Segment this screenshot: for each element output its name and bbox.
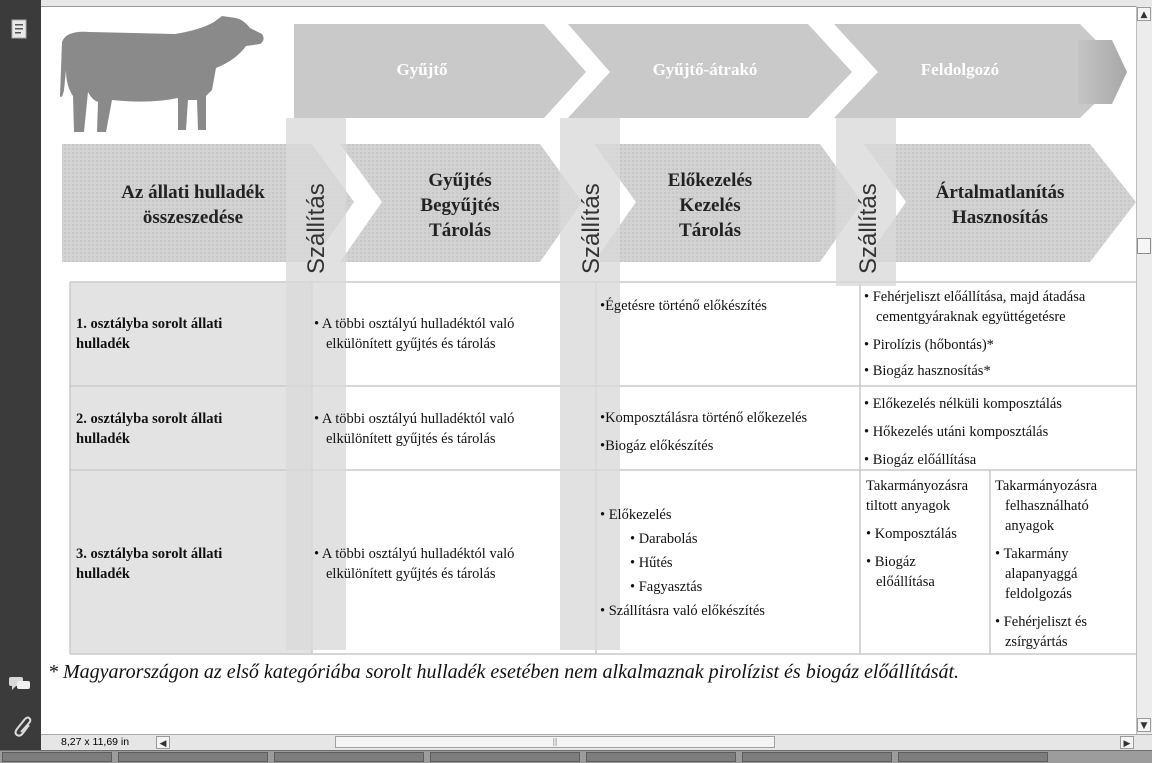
cell-text: elkülönített gyűjtés és tárolás [326,336,496,352]
collection-cell-class-1: • A többi osztályú hulladéktól való elkülönített gyűjtés és tárolás [314,316,515,352]
processing-cell-class-3-prohibited: Takarmányozásra tiltott anyagok • Komposztálás • Biogáz előállítása [866,478,969,590]
cell-text: Előkezelés [608,507,672,523]
footnote: * Magyarországon az első kategóriába sorolt hulladék esetében nem alkalmaznak pirolízist és biogáz előállítását. [48,661,960,683]
row-label-line: 1. osztályba sorolt állati [76,316,223,332]
row-label-line: hulladék [76,336,130,352]
processing-cell-class-1: • Fehérjeliszt előállítása, majd átadása cementgyáraknak együttégetésre • Pirolízis (hőbontás)* • Biogáz hasznosítás* [864,289,1086,379]
taskbar-button[interactable] [430,752,580,762]
step-label-1 [78,180,308,230]
stage-label-feldolgozo: Feldolgozó [920,60,1000,79]
step-line: Tárolás [679,220,741,241]
step-line: Ártalmatlanítás [935,182,1065,203]
step-label-3 [640,168,780,243]
scroll-right-button[interactable]: ▶ [1120,736,1134,749]
step-line: Kezelés [679,195,741,216]
step-line: Az állati hulladék [121,182,265,203]
collection-cell-class-2: • A többi osztályú hulladéktól való elkülönített gyűjtés és tárolás [314,411,515,447]
processing-cell-class-2: • Előkezelés nélküli komposztálás • Hőkezelés utáni komposztálás • Biogáz előállítása [864,396,1062,468]
vertical-scrollbar[interactable] [1136,6,1152,734]
cell-text: Szállításra való előkészítés [608,603,765,619]
step-line: Tárolás [429,220,491,241]
cell-text: Pirolízis (hőbontás)* [872,337,994,353]
transport-label-1: Szállítás [303,183,330,274]
cell-heading: Takarmányozásra [866,478,969,494]
cell-heading: anyagok [1005,518,1055,534]
step-line: Hasznosítás [951,207,1049,228]
pretreatment-cell-class-3: • Előkezelés • Darabolás • Hűtés • Fagyasztás • Szállításra való előkészítés [600,507,765,619]
cow-icon [60,16,264,132]
cell-text: Fagyasztás [638,579,703,595]
cell-text: Biogáz hasznosítás* [872,363,991,379]
cell-text: A többi osztályú hulladéktól való [321,316,515,332]
step-label-4 [900,180,1100,230]
cell-text: alapanyaggá [1005,566,1078,582]
step-line: Előkezelés [667,170,753,191]
cell-text: előállítása [876,574,935,590]
stage-label-gyujto: Gyűjtő [396,60,448,79]
scroll-up-button[interactable]: ▲ [1137,7,1151,21]
cell-text: Előkezelés nélküli komposztálás [872,396,1062,412]
row-label-line: hulladék [76,431,130,447]
stage-arrow-tip-shade [1078,40,1127,104]
pretreatment-cell-class-1: •Égetésre történő előkészítés [600,298,767,314]
taskbar-button[interactable] [274,752,424,762]
taskbar-button[interactable] [586,752,736,762]
cell-text: Hűtés [638,555,673,571]
cell-text: elkülönített gyűjtés és tárolás [326,566,496,582]
row-label-class-3 [76,544,222,584]
scroll-left-button[interactable]: ◀ [156,736,170,749]
cell-heading: tiltott anyagok [866,498,951,514]
cell-heading: Takarmányozásra [995,478,1098,494]
cell-text: feldolgozás [1005,586,1072,602]
cell-text: Biogáz előkészítés [605,438,714,454]
pretreatment-cell-class-2: •Komposztálásra történő előkezelés •Biogáz előkészítés [600,410,808,454]
row-label-line: 3. osztályba sorolt állati [76,546,223,562]
row-label-line: 2. osztályba sorolt állati [76,411,223,427]
cell-text: Fehérjeliszt előállítása, majd átadása [872,289,1086,305]
cell-text: cementgyáraknak együttégetésre [876,309,1066,325]
page-size-readout: 8,27 x 11,69 in [61,736,130,748]
cell-heading: felhasználható [1005,498,1089,514]
cell-text: A többi osztályú hulladéktól való [321,411,515,427]
stage-label-gyujto-atrako: Gyűjtő-átrakó [652,60,758,79]
step-line: Begyűjtés [420,195,500,216]
step-line: Gyűjtés [428,170,492,191]
step-label-2 [380,168,540,243]
processing-cell-class-3-usable: Takarmányozásra felhasználható anyagok • Takarmány alapanyaggá feldolgozás • Fehérjeliszt és zsírgyártás [995,478,1098,650]
horizontal-scroll-thumb[interactable]: ||| [335,736,775,748]
cell-text: zsírgyártás [1005,634,1068,650]
row-label-line: hulladék [76,566,130,582]
cell-text: elkülönített gyűjtés és tárolás [326,431,496,447]
scroll-down-button[interactable]: ▼ [1137,718,1151,732]
cell-text: Fehérjeliszt és [1003,614,1088,630]
cell-text: Komposztálás [874,526,957,542]
vertical-scroll-thumb[interactable] [1137,238,1151,254]
cell-text: Takarmány [1003,546,1069,562]
transport-label-3: Szállítás [855,183,882,274]
row-label-class-2 [76,409,222,449]
cell-text: Hőkezelés utáni komposztálás [872,424,1049,440]
taskbar-button[interactable] [2,752,112,762]
cell-text: Biogáz [874,554,916,570]
collection-cell-class-3: • A többi osztályú hulladéktól való elkülönített gyűjtés és tárolás [314,546,515,582]
cell-text: A többi osztályú hulladéktól való [321,546,515,562]
transport-label-2: Szállítás [578,183,605,274]
cell-text: Komposztálásra történő előkezelés [605,410,808,426]
cell-text: Darabolás [638,531,698,547]
step-line: összeszedése [142,207,244,228]
taskbar-button[interactable] [898,752,1048,762]
cell-text: Égetésre történő előkészítés [605,298,767,314]
cell-text: Biogáz előállítása [872,452,977,468]
taskbar-button[interactable] [118,752,268,762]
row-label-class-1 [76,314,222,354]
taskbar-button[interactable] [742,752,892,762]
